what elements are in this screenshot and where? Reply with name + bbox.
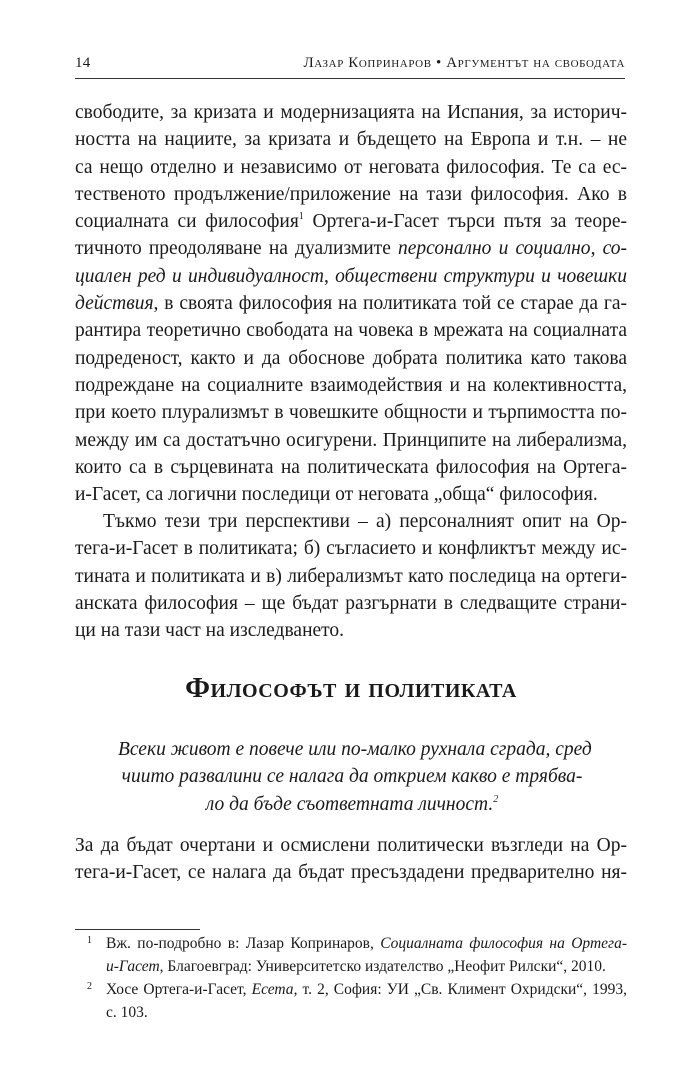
- text-segment: Тъкмо тези три перспективи – а) персоналният опит на Ор-: [103, 511, 627, 532]
- text-segment: Всеки живот е повече или по-малко рухнала сграда, сред: [118, 739, 592, 760]
- text-line: [106, 978, 627, 1001]
- text-line: [75, 345, 627, 372]
- text-segment: тега-и-Гасет, се налага да бъдат пресъздадени предварително ня-: [75, 862, 627, 884]
- text-line: [75, 859, 627, 886]
- footnote-1: [75, 932, 627, 978]
- footnote-rule: [75, 929, 200, 930]
- text-line: [75, 617, 627, 644]
- section-heading: Философът и политиката: [185, 672, 517, 704]
- italic-text: Есета: [251, 981, 294, 998]
- italic-text: со-: [602, 238, 627, 260]
- paragraph-1: [75, 99, 627, 508]
- text-line: [106, 955, 627, 978]
- running-title: Лазар Копринаров • Аргументът на свободата: [303, 55, 625, 71]
- text-line: [75, 208, 627, 235]
- text-segment: ,: [590, 238, 603, 260]
- epigraph: [118, 736, 592, 818]
- text-segment: подреждане на социалните взаимодействия и на колективността,: [75, 374, 627, 396]
- italic-text: Социалната философия на Ортега-: [380, 935, 627, 952]
- text-segment: Вж. по-подробно в: Лазар Копринаров,: [106, 935, 381, 952]
- text-line: [75, 399, 627, 426]
- text-line: [75, 290, 627, 317]
- text-segment: подреденост, както и да обоснове добрата политика като такова: [75, 347, 627, 369]
- text-segment: анската философия – ще бъдат разгърнати в следващите страни-: [75, 592, 627, 614]
- text-segment: ло да бъде съответната личност.: [205, 793, 494, 815]
- text-segment: и-Гасет, са логични последици от неговата „обща“ философия.: [75, 484, 598, 506]
- italic-text: обществени структури и човешки: [335, 265, 628, 287]
- footnote-text: [106, 978, 627, 1024]
- text-line: [75, 454, 627, 481]
- text-segment: , в своята философия на политиката той се стараe да га-: [153, 293, 627, 315]
- text-segment: ността на нациите, за кризата и бъдещето на Европа и т.н. – не: [75, 129, 627, 151]
- footnote-text: [106, 932, 627, 978]
- text-line: [75, 126, 627, 153]
- text-segment: тината и политиката и в) либерализмът като последица на ортеги-: [75, 565, 627, 587]
- text-line: [75, 317, 627, 344]
- text-segment: чиито развалини се налага да открием какво е трябва-: [121, 766, 583, 788]
- text-segment: Хосе Ортега-и-Гасет,: [106, 981, 252, 998]
- text-line: [75, 563, 627, 590]
- footnotes: [75, 932, 627, 1024]
- text-line: [118, 791, 586, 818]
- text-line: [75, 154, 627, 181]
- text-segment: свободите, за кризата и модернизацията на Испания, за историч-: [75, 102, 627, 123]
- text-line: [75, 832, 627, 859]
- text-segment: За да бъдат очертани и осмислени политически възгледи на Ор-: [75, 835, 627, 856]
- footnote-number: 2: [87, 981, 92, 992]
- paragraph-3: [75, 832, 627, 887]
- italic-text: действия: [75, 293, 154, 315]
- text-line: [75, 372, 627, 399]
- footnote-ref: 2: [493, 793, 499, 805]
- text-segment: са нещо отделно и независимо от неговата философия. Те са ес-: [75, 156, 627, 178]
- text-segment: с. 103.: [106, 1004, 148, 1021]
- text-line: [75, 508, 627, 535]
- text-line: [75, 99, 627, 126]
- text-segment: рантира теоретично свободата на човека в мрежата на социалната: [75, 320, 627, 342]
- footnote-number: 1: [87, 935, 92, 946]
- header-rule: [75, 78, 625, 79]
- italic-text: и-Гасет: [106, 958, 160, 975]
- italic-text: персонално и социално: [398, 238, 591, 260]
- text-segment: ци на тази част на изследването.: [75, 620, 345, 642]
- paragraph-2: [75, 508, 627, 644]
- text-segment: Ортега-и-Гасет търси пътя за теоре-: [303, 211, 627, 233]
- footnote-ref: 1: [298, 211, 304, 223]
- text-line: [75, 590, 627, 617]
- text-segment: при което плурализмът в човешките общности и търпимостта по-: [75, 402, 627, 424]
- text-segment: , т. 2, София: УИ „Св. Климент Охридски“, 1993,: [293, 981, 627, 998]
- text-segment: тественото продължение/приложение на тази философия. Ако в: [75, 183, 627, 205]
- text-line: [106, 1001, 627, 1024]
- italic-text: циален ред и индивидуалност: [75, 265, 324, 287]
- text-line: [75, 427, 627, 454]
- text-line: [75, 235, 627, 262]
- text-line: [75, 263, 627, 290]
- page-number: 14: [75, 55, 91, 71]
- text-segment: , Благоевград: Университетско издателство „Неофит Рилски“, 2010.: [159, 958, 606, 975]
- text-line: [75, 181, 627, 208]
- text-line: [75, 535, 627, 562]
- text-line: [118, 763, 586, 790]
- text-segment: ,: [323, 265, 336, 287]
- text-segment: които са в сърцевината на политическата философия на Ортега-: [75, 456, 627, 478]
- text-segment: между им са достатъчно осигурени. Принципите на либерализма,: [75, 429, 627, 451]
- text-line: [106, 932, 627, 955]
- text-line: [75, 481, 627, 508]
- text-line: [118, 736, 592, 763]
- text-segment: социалната си философия: [75, 211, 299, 233]
- footnote-2: [75, 978, 627, 1024]
- text-segment: тичното преодоляване на дуализмите: [75, 238, 398, 260]
- text-segment: тега-и-Гасет в политиката; б) съгласието и конфликтът между ис-: [75, 538, 627, 560]
